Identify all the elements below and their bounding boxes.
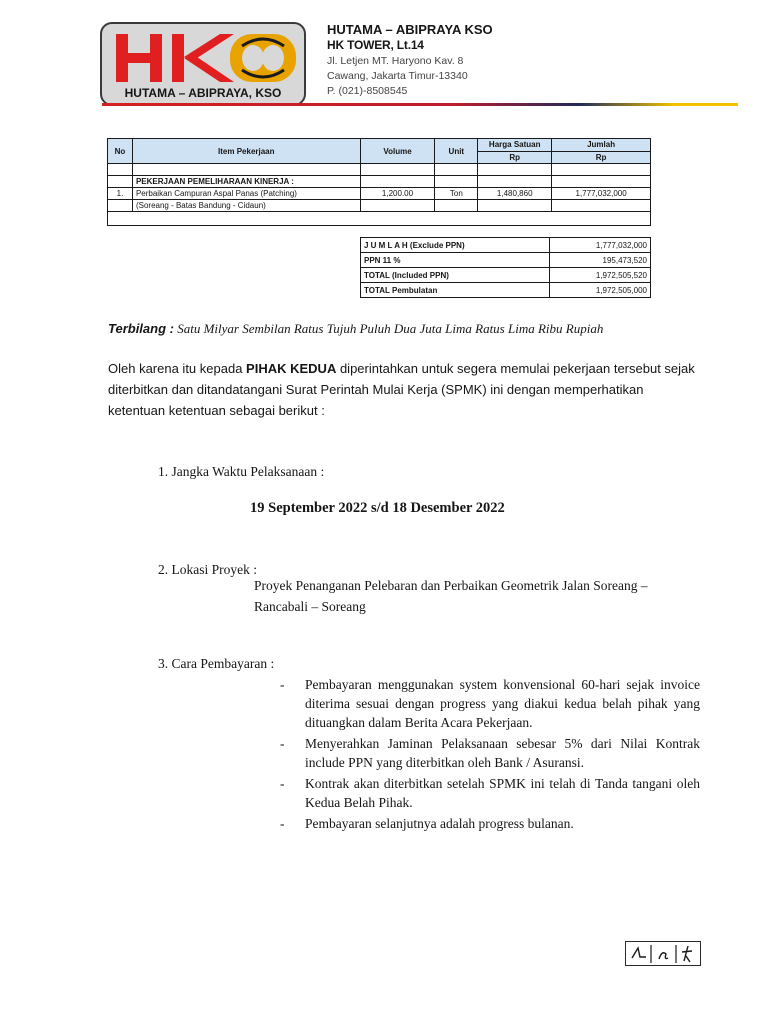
col-volume: Volume — [360, 139, 435, 164]
table-row — [108, 176, 651, 188]
item-lokasi-title: 2. Lokasi Proyek : — [158, 562, 257, 577]
row-unit: Ton — [435, 188, 478, 200]
item-jangka-title: 1. Jangka Waktu Pelaksanaan : — [158, 464, 325, 479]
table-row — [108, 164, 651, 176]
col-item: Item Pekerjaan — [132, 139, 360, 164]
item-jangka-value: 19 September 2022 s/d 18 Desember 2022 — [250, 500, 505, 516]
intro-party: PIHAK KEDUA — [246, 361, 337, 376]
item-cara-title: 3. Cara Pembayaran : — [158, 656, 275, 671]
col-jumlah-rp: Rp — [552, 151, 651, 164]
row-volume: 1,200.00 — [360, 188, 435, 200]
company-name: HUTAMA – ABIPRAYA KSO — [327, 22, 493, 37]
intro-paragraph — [108, 358, 698, 421]
amount-in-words — [108, 321, 603, 337]
initials-box — [625, 941, 701, 966]
table-row — [108, 212, 651, 226]
list-item: - Kontrak akan diterbitkan setelah SPMK ini telah di Tanda tangani oleh Kedua Belah Pihak. — [280, 774, 700, 812]
row-route: (Soreang - Batas Bandung - Cidaun) — [132, 200, 360, 212]
summary-value: 1,777,032,000 — [550, 238, 651, 253]
summary-value: 1,972,505,520 — [550, 268, 651, 283]
summary-label: PPN 11 % — [361, 253, 550, 268]
address-line-2: Cawang, Jakarta Timur-13340 — [327, 70, 468, 82]
handwritten-initials-icon — [626, 942, 700, 964]
summary-value: 195,473,520 — [550, 253, 651, 268]
company-logo — [100, 22, 306, 106]
terbilang-text: Satu Milyar Sembilan Ratus Tujuh Puluh Dua Juta Lima Ratus Lima Ribu Rupiah — [177, 321, 604, 336]
item-lokasi-value: Proyek Penanganan Pelebaran dan Perbaikan Geometrik Jalan Soreang – Rancabali – Soreang — [254, 578, 648, 614]
hk-logo-icon — [102, 24, 304, 86]
company-address — [327, 54, 468, 99]
table-header-row — [108, 139, 651, 152]
row-item: Perbaikan Campuran Aspal Panas (Patching) — [132, 188, 360, 200]
logo-name: HUTAMA – ABIPRAYA, KSO — [124, 86, 282, 100]
col-harga: Harga Satuan — [478, 139, 552, 152]
summary-value: 1,972,505,000 — [550, 283, 651, 298]
table-row — [108, 188, 651, 200]
summary-label: TOTAL Pembulatan — [361, 283, 550, 298]
section-title: PEKERJAAN PEMELIHARAAN KINERJA : — [132, 176, 360, 188]
summary-label: TOTAL (Included PPN) — [361, 268, 550, 283]
summary-label: J U M L A H (Exclude PPN) — [361, 238, 550, 253]
col-jumlah: Jumlah — [552, 139, 651, 152]
summary-row — [361, 268, 651, 283]
col-harga-rp: Rp — [478, 151, 552, 164]
summary-table — [360, 237, 651, 298]
row-jumlah: 1,777,032,000 — [552, 188, 651, 200]
row-harga: 1,480,860 — [478, 188, 552, 200]
summary-row — [361, 283, 651, 298]
summary-row — [361, 238, 651, 253]
intro-text-1: Oleh karena itu kepada — [108, 361, 247, 376]
list-item: - Pembayaran menggunakan system konvensional 60-hari sejak invoice diterima sesuai dengan progress yang diakui kedua belah pihak yang dituangkan dalam Berita Acara Pekerjaan. — [280, 675, 700, 732]
table-row — [108, 200, 651, 212]
address-line-1: Jl. Letjen MT. Haryono Kav. 8 — [327, 55, 464, 67]
col-unit: Unit — [435, 139, 478, 164]
header-rule — [102, 101, 738, 107]
intro-text-2: diperintahkan untuk segera memulai pekerjaan tersebut sejak diterbitkan dan ditandatangani Surat Perintah Mulai Kerja (SPMK) ini dengan memperhatikan ketentuan ketentuan sebagai berikut : — [108, 361, 695, 418]
row-no: 1. — [108, 188, 133, 200]
company-building: HK TOWER, Lt.14 — [327, 38, 424, 52]
payment-terms-list — [280, 675, 700, 835]
phone-line: P. (021)-8508545 — [327, 85, 408, 97]
cost-table — [107, 138, 651, 226]
list-item: - Menyerahkan Jaminan Pelaksanaan sebesar 5% dari Nilai Kontrak include PPN yang diterbitkan oleh Bank / Asuransi. — [280, 734, 700, 772]
summary-row — [361, 253, 651, 268]
terbilang-label: Terbilang : — [108, 321, 174, 336]
col-no: No — [108, 139, 133, 164]
list-item: - Pembayaran selanjutnya adalah progress bulanan. — [280, 814, 700, 833]
